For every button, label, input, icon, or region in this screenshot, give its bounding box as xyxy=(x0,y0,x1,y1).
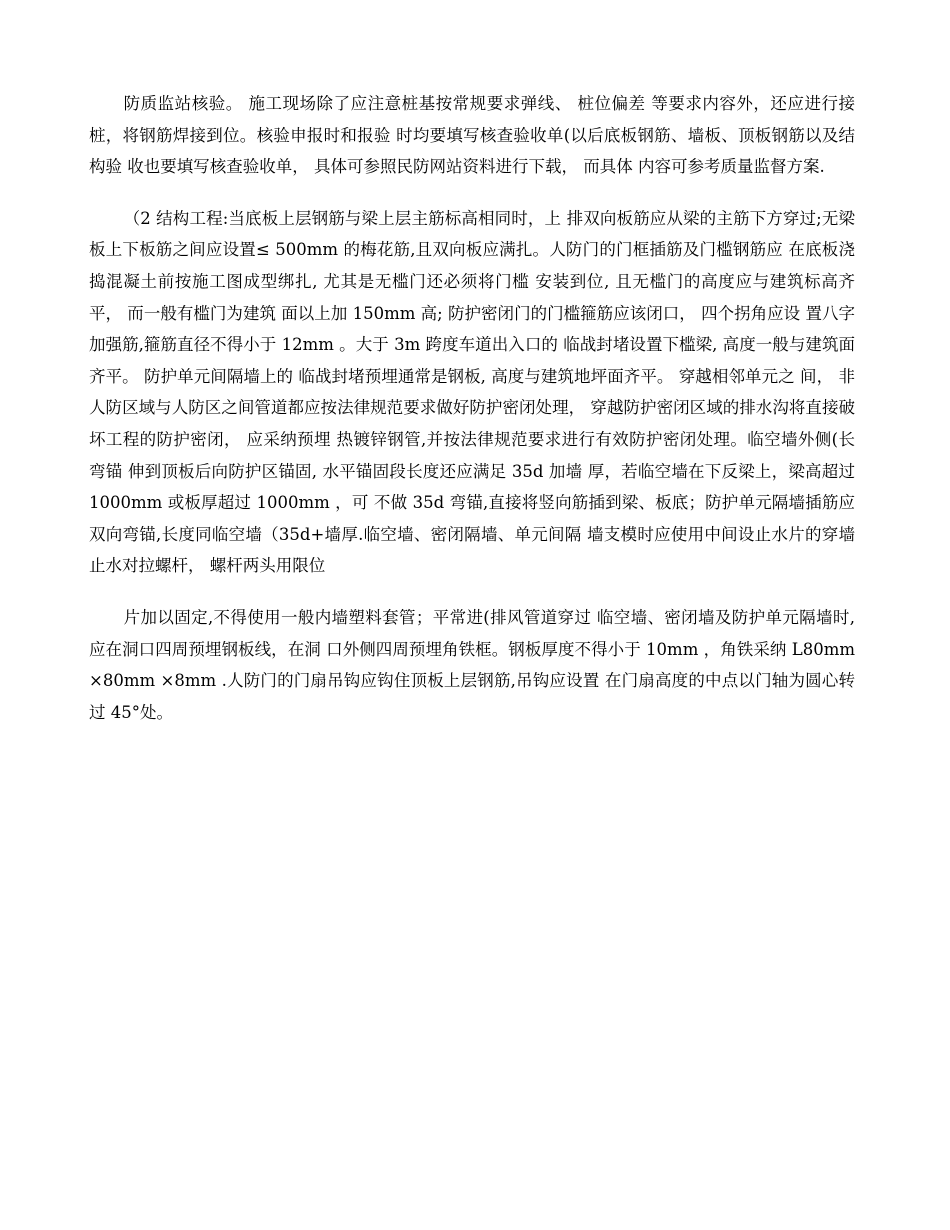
paragraph-quality-inspection: 防质监站核验。 施工现场除了应注意桩基按常规要求弹线、 桩位偏差 等要求内容外，还应进行接桩，将钢筋焊接到位。核验申报时和报验 时均要填写核查验收单(以后底板钢筋、墙板、顶板钢筋以及结构验 收也要填写核查验收单， 具体可参照民防网站资料进行下载， 而具体 内容可参考质量监督方案. xyxy=(89,94,855,177)
document-body xyxy=(89,88,855,748)
paragraph-pipe-penetration: 片加以固定,不得使用一般内墙塑料套管；平常进(排风管道穿过 临空墙、密闭墙及防护单元隔墙时,应在洞口四周预埋钢板线，在洞 口外侧四周预埋角铁框。钢板厚度不得小于 10mm ，角铁采纳 L80mm ×80mm ×8mm .人防门的门扇吊钩应钩住顶板上层钢筋,吊钩应设置 在门扇高度的中点以门轴为圆心转过 45°处。 xyxy=(89,607,855,722)
paragraph-structural-engineering: （2 结构工程:当底板上层钢筋与梁上层主筋标高相同时，上 排双向板筋应从梁的主筋下方穿过;无梁板上下板筋之间应设置≤ 500mm 的梅花筋,且双向板应满扎。人防门的门框插筋及门槛钢筋应 在底板浇捣混凝土前按施工图成型绑扎, 尤其是无槛门还必须将门槛 安装到位, 且无槛门的高度应与建筑标高齐平， 而一般有槛门为建筑 面以上加 150mm 高; 防护密闭门的门槛箍筋应该闭口， 四个拐角应设 置八字加强筋,箍筋直径不得小于 12mm 。大于 3m 跨度车道出入口的 临战封堵设置下槛梁, 高度一般与建筑面齐平。 防护单元间隔墙上的 临战封堵预埋通常是钢板, 高度与建筑地坪面齐平。 穿越相邻单元之 间， 非人防区域与人防区之间管道都应按法律规范要求做好防护密闭处理， 穿越防护密闭区域的排水沟将直接破坏工程的防护密闭， 应采纳预埋 热镀锌钢管,并按法律规范要求进行有效防护密闭处理。临空墙外侧(长 弯锚 伸到顶板后向防护区锚固, 水平锚固段长度还应满足 35d 加墙 厚，若临空墙在下反梁上，梁高超过 1000mm 或板厚超过 1000mm ，可 不做 35d 弯锚,直接将竖向筋插到梁、板底；防护单元隔墙插筋应双向弯锚,长度同临空墙（35d+墙厚.临空墙、密闭隔墙、单元间隔 墙支模时应使用中间设止水片的穿墙止水对拉螺杆， 螺杆两头用限位 xyxy=(89,208,855,576)
